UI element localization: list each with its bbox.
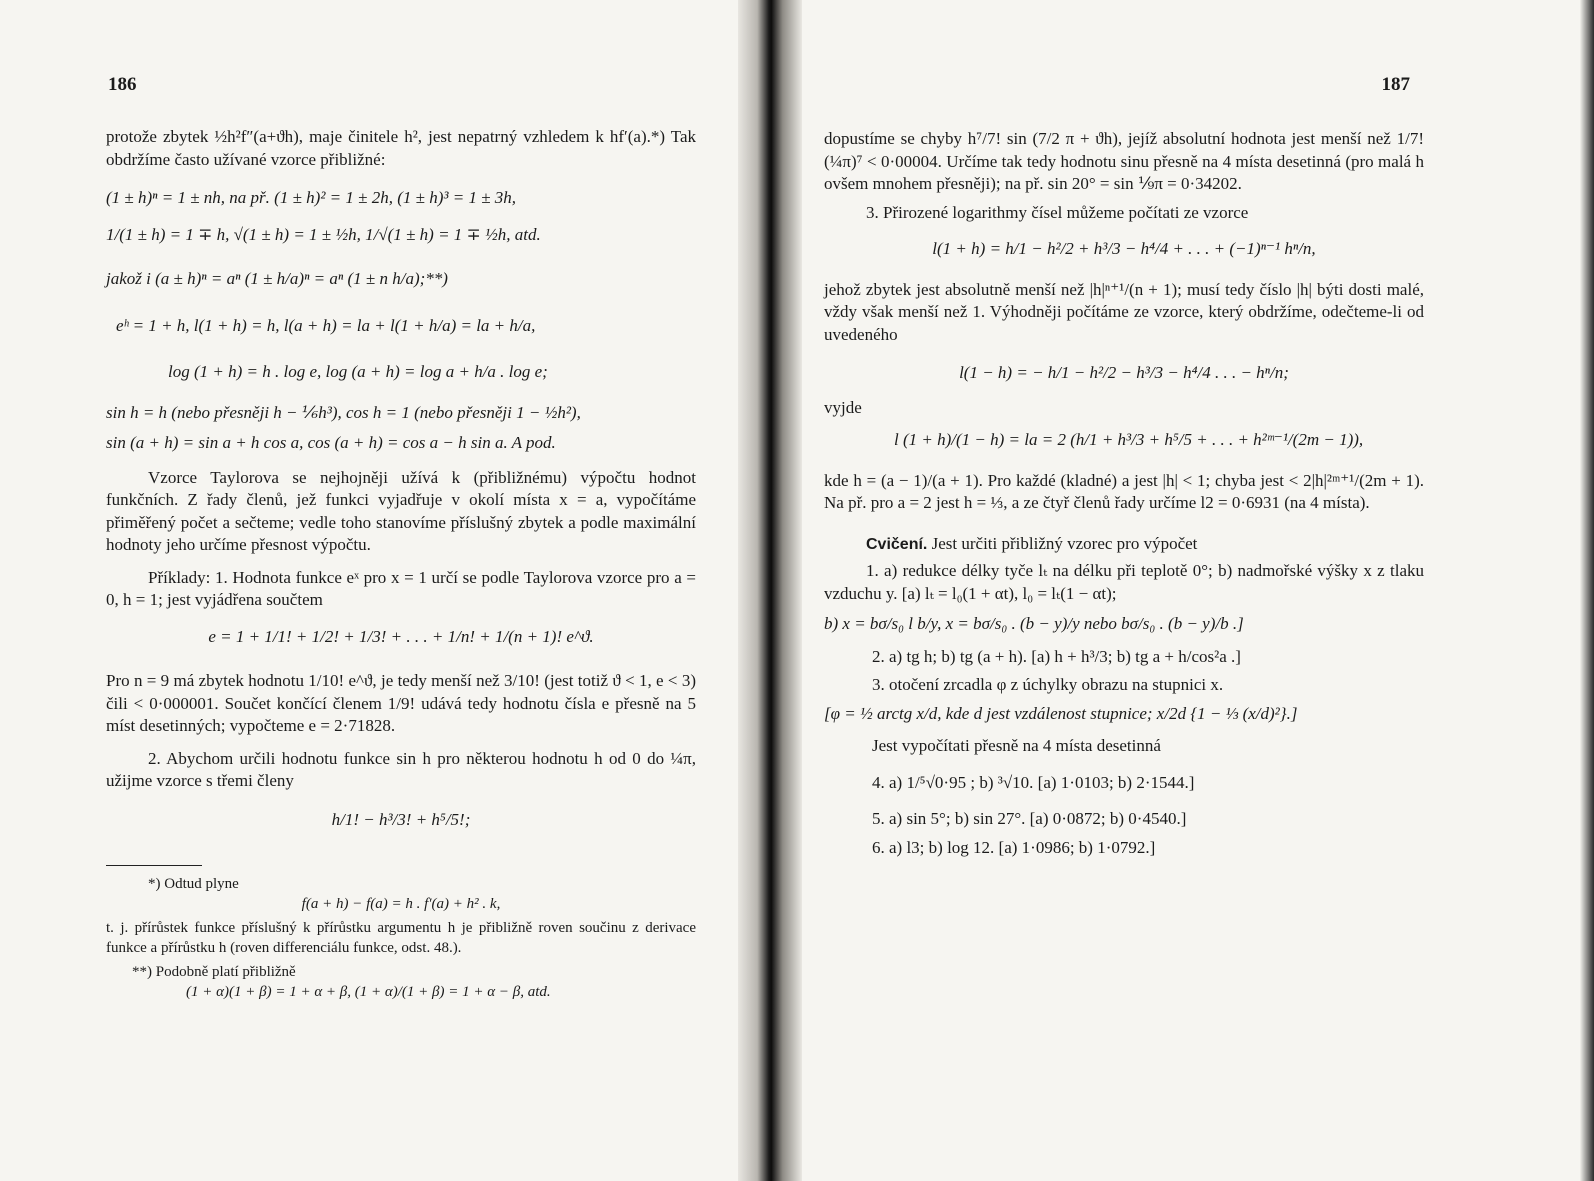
formula-line: l(1 + h) = h/1 − h²/2 + h³/3 − h⁴/4 + . . . + (−1)ⁿ⁻¹ hⁿ/n, xyxy=(932,239,1316,258)
formula-line: sin (a + h) = sin a + h cos a, cos (a + h) = cos a − h sin a. A pod. xyxy=(106,433,556,452)
paragraph: Příklady: 1. Hodnota funkce eˣ pro x = 1 určí se podle Taylorova vzorce pro a = 0, h = 1; jest vyjádřena součtem xyxy=(106,567,696,609)
paragraph: Pro n = 9 má zbytek hodnotu 1/10! e^ϑ, je tedy menší než 3/10! (jest totiž ϑ < 1, e < 3) čili < 0·000001. Součet končící členem 1/9! udává tedy hodnotu čísla e přesně na 5 míst desetinných; vypočteme e = 2·71828. xyxy=(106,671,696,735)
paragraph: vyjde xyxy=(824,397,862,417)
exercise: 4. a) 1/⁵√0·95 ; b) ³√10. [a) 1·0103; b) 2·1544.] xyxy=(872,772,1195,792)
formula-line: sin h = h (nebo přesněji h − ⅙h³), cos h = 1 (nebo přesněji 1 − ½h²), xyxy=(106,402,581,422)
formula-line: log (1 + h) = h . log e, log (a + h) = log a + h/a . log e; xyxy=(168,362,548,381)
formula-line: l(1 − h) = − h/1 − h²/2 − h³/3 − h⁴/4 . . . − hⁿ/n; xyxy=(959,363,1289,382)
footnote: *) Odtud plyne xyxy=(148,876,239,892)
formula-line: (1 ± h)ⁿ = 1 ± nh, na př. (1 ± h)² = 1 ± 2h, (1 ± h)³ = 1 ± 3h, xyxy=(106,188,517,207)
formula-line: jakož i (a ± h)ⁿ = aⁿ (1 ± h/a)ⁿ = aⁿ (1 ± n h/a);**) xyxy=(106,269,448,288)
formula-line: h/1! − h³/3! + h⁵/5!; xyxy=(331,809,471,829)
footnote-rule xyxy=(106,865,202,866)
exercise: 1. a) redukce délky tyče lₜ na délku při teplotě 0°; b) nadmořské výšky x z tlaku vzduchu y. [a) lₜ = l₀(1 + αt), l₀ = lₜ(1 − αt); xyxy=(824,561,1424,603)
paragraph: 2. Abychom určili hodnotu funkce sin h pro některou hodnotu h od 0 do ¼π, užijme vzorce s třemi členy xyxy=(106,748,696,790)
footnote: **) Podobně platí přibližně xyxy=(132,964,296,980)
right-page-text xyxy=(824,128,1424,865)
exercise: 6. a) l3; b) log 12. [a) 1·0986; b) 1·0792.] xyxy=(872,837,1156,857)
formula-line: eʰ = 1 + h, l(1 + h) = h, l(a + h) = la + l(1 + h/a) = la + h/a, xyxy=(116,315,536,335)
paragraph: 3. Přirozené logarithmy čísel můžeme počítati ze vzorce xyxy=(866,202,1249,222)
paragraph: protože zbytek ½h²f″(a+ϑh), maje činitele h², jest nepatrný vzhledem k hf′(a).*) Tak obdržíme často užívané vzorce přibližné: xyxy=(106,127,696,169)
footnote-formula: f(a + h) − f(a) = h . f′(a) + h² . k, xyxy=(301,896,501,912)
left-page xyxy=(0,0,738,1181)
book-gutter xyxy=(738,0,802,1181)
formula-line: l (1 + h)/(1 − h) = la = 2 (h/1 + h³/3 + h⁵/5 + . . . + h²ᵐ⁻¹/(2m − 1)), xyxy=(894,430,1364,449)
formula-line: 1/(1 ± h) = 1 ∓ h, √(1 ± h) = 1 ± ½h, 1/√(1 ± h) = 1 ∓ ½h, atd. xyxy=(106,224,541,244)
footnote: t. j. přírůstek funkce příslušný k přírůstku argumentu h je přibližně roven součinu z derivace funkce a přírůstku h (roven differenciálu funkce, odst. 48.). xyxy=(106,920,696,956)
exercise: 3. otočení zrcadla φ z úchylky obrazu na stupnici x. xyxy=(872,675,1224,694)
formula-line: e = 1 + 1/1! + 1/2! + 1/3! + . . . + 1/n! + 1/(n + 1)! e^ϑ. xyxy=(208,626,594,646)
page-number: 186 xyxy=(108,74,137,95)
exercise: 5. a) sin 5°; b) sin 27°. [a) 0·0872; b) 0·4540.] xyxy=(872,809,1187,828)
paragraph: Vzorce Taylorova se nejhojněji užívá k (přibližnému) výpočtu hodnot funkčních. Z řady členů, jež funkci vyjadřuje v okolí místa x = a, vypočítáme přiměřený počet a sečteme; vedle toho stanovíme příslušný zbytek a podle maximální hodnoty jeho určíme přesnost výpočtu. xyxy=(106,467,696,554)
footnote-formula: (1 + α)(1 + β) = 1 + α + β, (1 + α)/(1 + β) = 1 + α − β, atd. xyxy=(186,984,551,1000)
page-edge xyxy=(1580,0,1594,1181)
paragraph: jehož zbytek jest absolutně menší než |h|ⁿ⁺¹/(n + 1); musí tedy číslo |h| býti dosti malé, vždy však menší než 1. Výhodněji počítáme ze vzorce, který obdržíme, odečteme-li od uvedeného xyxy=(824,279,1424,344)
paragraph: Jest určiti přibližný vzorec pro výpočet xyxy=(931,533,1198,553)
right-page xyxy=(802,0,1580,1181)
formula-line: b) x = bσ/s₀ l b/y, x = bσ/s₀ . (b − y)/y nebo bσ/s₀ . (b − y)/b .] xyxy=(824,614,1244,633)
page-number: 187 xyxy=(1381,74,1410,95)
paragraph: kde h = (a − 1)/(a + 1). Pro každé (kladné) a jest |h| < 1; chyba jest < 2|h|²ᵐ⁺¹/(2m + 1). Na př. pro a = 2 jest h = ⅓, a ze čtyř členů řady určíme l2 = 0·6931 (na 4 místa). xyxy=(824,470,1424,512)
exercise: Jest vypočítati přesně na 4 místa desetinná xyxy=(872,736,1161,755)
section-heading: Cvičení. xyxy=(866,535,928,553)
left-page-text xyxy=(106,126,696,1016)
exercise: 2. a) tg h; b) tg (a + h). [a) h + h³/3; b) tg a + h/cos²a .] xyxy=(872,646,1241,666)
formula-line: [φ = ½ arctg x/d, kde d jest vzdálenost stupnice; x/2d {1 − ⅓ (x/d)²}.] xyxy=(824,703,1298,723)
paragraph: dopustíme se chyby h⁷/7! sin (7/2 π + ϑh), jejíž absolutní hodnota jest menší než 1/7! (¼π)⁷ < 0·00004. Určíme tak tedy hodnotu sinu přesně na 4 místa desetinná (pro malá h ovšem mnohem přesněji); na př. sin 20° = sin ⅑π = 0·34202. xyxy=(824,129,1424,193)
